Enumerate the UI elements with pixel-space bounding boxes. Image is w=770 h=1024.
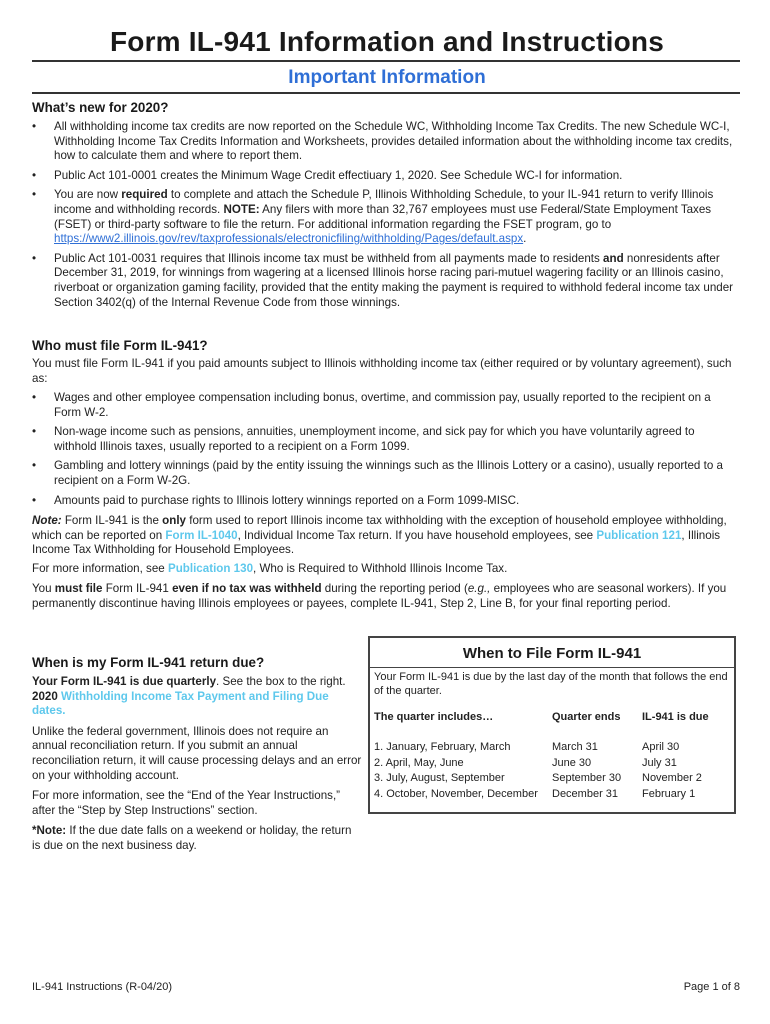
- household-note: [32, 514, 740, 558]
- emphasis-text: required: [121, 188, 168, 202]
- para-text: employees who are seasonal workers). If you permanently discontinue having Illinois employees or payees, complete IL-941, Step 2, Line B, for your final reporting period.: [32, 582, 727, 610]
- fset-link[interactable]: https://www2.illinois.gov/rev/taxprofessionals/electronicfiling/withholding/Pages/default.aspx: [54, 232, 524, 246]
- note-text: , Illinois Income Tax Withholding for Household Employees.: [32, 528, 721, 557]
- bullet-text: Public Act 101-0031 requires that Illinois income tax must be withheld from all payments made to residents: [54, 251, 604, 265]
- bullet-text: nonresidents after December 31, 2019, for winnings from wagering at a licensed Illinois horse racing pari-mutuel wagering facility or an Illinois casino, riverboat or organization gaming facility, provided that the entity making the payment is required to withhold federal income tax under Section 3402(q) of the Internal Revenue Code from those winnings.: [54, 251, 734, 309]
- list-item: [32, 494, 740, 509]
- note-label: Note:: [32, 514, 62, 527]
- footer-form-revision: IL-941 Instructions (R-04/20): [32, 981, 173, 993]
- who-must-file-heading: Who must file Form IL-941?: [32, 338, 208, 353]
- bullet-text: You are now: [54, 188, 122, 202]
- reconciliation-para: Unlike the federal government, Illinois does not require an annual reconciliation return. If you submit an annual reconciliation return, it will cause processing delays and an error on your withholding account.: [32, 724, 362, 782]
- due-dates-link[interactable]: Withholding Income Tax Payment and Filing Due dates.: [32, 689, 329, 718]
- box-title: When to File Form IL-941: [462, 645, 642, 662]
- para-text: Form IL-941: [102, 582, 173, 595]
- table-cell: 2. April, May, June: [374, 756, 464, 769]
- table-cell: September 30: [552, 772, 622, 784]
- table-cell: 4. October, November, December: [374, 787, 538, 800]
- more-info-para: [32, 562, 740, 577]
- list-item: [32, 188, 740, 246]
- bullet-text: Any filers with more than 32,767 employees must use Federal/State Employment Taxes (FSET) or third-party software to file the return. For additional information regarding the FSET program, go to: [54, 202, 712, 231]
- bullet-text: Wages and other employee compensation including bonus, overtime, and commission pay, usually reported to the recipient on a Form W-2.: [54, 391, 711, 419]
- note-label: NOTE:: [223, 202, 260, 216]
- must-file-para: [32, 582, 740, 611]
- para-text: For more information, see: [32, 562, 168, 575]
- when-due-heading: When is my Form IL-941 return due?: [32, 655, 265, 670]
- table-row: [374, 756, 734, 772]
- page-title: Form IL-941 Information and Instructions: [109, 26, 665, 57]
- whats-new-list: [32, 120, 740, 315]
- footer-page-number: Page 1 of 8: [683, 981, 740, 993]
- publication-121-link[interactable]: Publication 121: [596, 528, 682, 542]
- table-cell: November 2: [642, 772, 702, 784]
- emphasis-text: Your Form IL-941 is due quarterly: [32, 675, 217, 688]
- table-row: [374, 771, 734, 787]
- bullet-text: Amounts paid to purchase rights to Illinois lottery winnings reported on a Form 1099-MISC.: [54, 493, 520, 507]
- bullet-text: to complete and attach the Schedule P, Illinois Withholding Schedule, to your IL-941 return to verify Illinois income and withholding records.: [54, 188, 714, 216]
- table-header: [374, 710, 734, 726]
- table-cell: February 1: [642, 787, 696, 800]
- bullet-text: Gambling and lottery winnings (paid by the entity issuing the winnings such as the Illinois Lottery or a casino), usually reported to a recipient on a Form W-2G.: [54, 459, 723, 487]
- list-item: [32, 391, 740, 420]
- table-cell: 3. July, August, September: [374, 772, 505, 784]
- emphasis-text: and: [603, 251, 624, 265]
- box-divider: [370, 667, 734, 668]
- list-item: [32, 425, 740, 454]
- when-due-content: [32, 675, 362, 860]
- emphasis-text: must file: [54, 582, 103, 595]
- header-due: IL-941 is due: [642, 711, 709, 723]
- note-text: If the due date falls on a weekend or holiday, the return is due on the next business day.: [32, 824, 352, 852]
- para-text: You: [32, 582, 55, 595]
- due-quarterly-para: [32, 675, 362, 719]
- holiday-note: [32, 824, 362, 853]
- emphasis-text: 2020: [32, 689, 58, 703]
- table-cell: April 30: [642, 741, 680, 753]
- list-item: [32, 169, 740, 184]
- when-to-file-box: [368, 636, 736, 814]
- header-quarter: The quarter includes…: [374, 711, 494, 723]
- table-cell: March 31: [552, 741, 598, 753]
- who-must-file-intro: You must file Form IL-941 if you paid amounts subject to Illinois withholding income tax (either required or by voluntary agreement), such as:: [32, 357, 732, 385]
- list-item: [32, 252, 740, 310]
- table-cell: June 30: [552, 756, 592, 769]
- italic-text: e.g.,: [467, 582, 491, 595]
- table-cell: 1. January, February, March: [374, 741, 511, 753]
- subtitle-divider: [32, 92, 740, 94]
- para-text: , Who is Required to Withhold Illinois Income Tax.: [253, 562, 508, 575]
- emphasis-text: even if no tax was withheld: [172, 582, 322, 595]
- bullet-text: All withholding income tax credits are now reported on the Schedule WC, Withholding Income Tax Credits. The new Schedule WC-I, Withholding Income Tax Credits Information and Worksheets, provides detailed information about the withholding income tax credits, how to calculate them and where to report them.: [54, 120, 733, 163]
- note-text: form used to report Illinois income tax withholding with the exception of household employee withholding, which can be reported on: [32, 514, 727, 542]
- emphasis-text: only: [162, 514, 186, 527]
- title-divider: [32, 60, 740, 62]
- para-text: during the reporting period (: [321, 582, 468, 595]
- note-label: *Note:: [32, 824, 67, 838]
- table-cell: December 31: [552, 787, 619, 800]
- table-row: [374, 740, 734, 756]
- list-item: [32, 120, 740, 164]
- who-must-file-list: [32, 391, 740, 513]
- end-of-year-para: For more information, see the “End of the Year Instructions,” after the “Step by Step Instructions” section.: [32, 789, 341, 817]
- header-quarter-ends: Quarter ends: [552, 711, 621, 723]
- section-subtitle: Important Information: [288, 67, 486, 88]
- bullet-text: Non-wage income such as pensions, annuities, unemployment income, and sick pay for which you have voluntarily agreed to withhold Illinois taxes, usually reported to a recipient on a Form 1099.: [54, 425, 695, 453]
- table-cell: July 31: [642, 756, 677, 769]
- list-item: [32, 459, 740, 488]
- form-il1040-link[interactable]: Form IL-1040: [165, 528, 238, 542]
- bullet-text: .: [523, 232, 527, 246]
- para-text: . See the box to the right.: [216, 675, 346, 688]
- box-description: Your Form IL-941 is due by the last day of the month that follows the end of the quarter.: [374, 671, 728, 697]
- note-text: , Individual Income Tax return. If you have household employees, see: [237, 528, 597, 542]
- publication-130-link[interactable]: Publication 130: [167, 562, 254, 575]
- table-row: [374, 787, 734, 803]
- whats-new-heading: What’s new for 2020?: [32, 100, 169, 115]
- note-text: Form IL-941 is the: [61, 514, 163, 527]
- bullet-text: Public Act 101-0001 creates the Minimum Wage Credit effectiuary 1, 2020. See Schedule WC-I for information.: [54, 168, 623, 182]
